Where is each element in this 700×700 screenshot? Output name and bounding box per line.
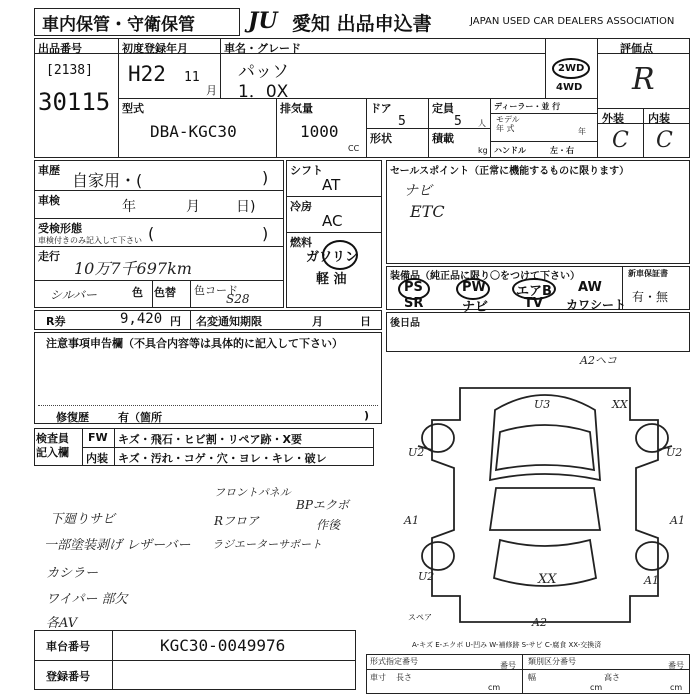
handwritten-right-5: 作後 [316,518,341,532]
handle-label: ハンドル [494,146,526,155]
length-unit: cm [488,683,501,692]
color-label: 色 [132,286,143,299]
mileage-value: 10万7千697km [74,259,192,278]
shape-number-label: 形式指定番号 [370,657,418,666]
year-unit: 年 [578,127,586,136]
recycle-unit: 円 [170,315,181,328]
capacity-value: 5 [454,114,462,129]
damage-mark-u2-right: U2 [666,446,683,459]
caution-label: 注意事項申告欄（不具合内容等は具体的に記入して下さい） [46,337,343,350]
fuel-circle [322,240,358,270]
inspector-label: 検査員 記入欄 [36,432,69,459]
fuel-diesel: 軽 油 [316,272,347,287]
handwritten-right-4: BPエクボ [296,498,349,512]
damage-mark-xx-rear: XX [538,572,557,587]
equip-circle-airbag [512,278,556,300]
car-name-label: 車名・グレード [224,42,301,55]
inspection-year: 年 [122,199,136,215]
color-change-label: 色替 [154,286,176,299]
equip-aw: AW [578,280,602,295]
class-number-label: 類別区分番号 [528,657,576,666]
width-label: 幅 [528,673,536,682]
fw-text: キズ・飛石・ヒビ割・リペア跡・X要 [118,433,303,446]
sales-point-2: ETC [410,202,445,221]
damage-legend: A-キズ E-エクボ U-凹み W-補修跡 S-サビ C-腐食 XX-交換済 [412,641,602,649]
model-value: DBA-KGC30 [150,122,237,141]
height-label: 高さ [604,673,620,682]
recycle-label: R券 [46,315,66,328]
model-label: 型式 [122,102,144,115]
score-label: 評価点 [620,42,653,55]
handwritten-right-2: Rフロア [214,514,260,528]
inspection-month: 月 [186,199,200,215]
inspection-label: 車検 [38,194,60,207]
recycle-value: 9,420 [120,311,163,327]
capacity-label: 定員 [432,102,454,115]
spare-label: スペア [408,613,432,622]
tax-month: 月 [312,315,323,328]
equip-ps: PS [404,280,423,295]
class-number-unit: 番号 [668,661,684,670]
damage-mark-a1-rear: A1 [644,574,659,587]
handwritten-line-4: ワイパー 部欠 [46,592,128,607]
registration-era: H22 [128,62,166,86]
door-label: ドア [370,102,392,115]
displacement-value: 1000 [300,122,339,141]
equip-circle-ps [398,278,430,300]
damage-mark-u3: U3 [534,398,551,411]
registration-month-unit: 月 [206,84,217,97]
storage-label: 車内保管・守衛保管 [42,15,195,35]
car-roof [490,488,600,530]
car-windshield [496,425,594,470]
shape-number-unit: 番号 [500,661,516,670]
shift-value: AT [322,176,341,194]
certificate-open: ( [148,224,155,243]
shift-label: シフト [290,164,323,177]
equip-tv: TV [524,296,543,311]
damage-mark-a2-rear: A2 [532,616,547,629]
wheel-rear-right [636,542,668,570]
wheel-rear-left [422,542,454,570]
history-close: ) [262,168,269,187]
repair-label: 修復歴 [56,411,89,424]
registration-label: 初度登録年月 [122,42,188,55]
damage-mark-a1-right: A1 [670,514,685,527]
rear-items-frame [386,312,690,352]
inspection-day: 日) [236,199,256,215]
damage-mark-u2-rear: U2 [418,570,435,583]
car-name: パッソ [238,62,289,82]
history-label: 車歴 [38,164,60,177]
ju-logo: JU [248,8,278,34]
color-code-label: 色コード [194,284,238,297]
tax-day: 日 [360,315,371,328]
certificate-label: 受検形態 [38,222,82,235]
interior-label: 内装 [648,112,670,125]
repair-value: 有（箇所 [118,411,162,424]
damage-mark-a2-front: A2ヘコ [580,354,617,367]
fuel-gasoline: ガソリン [306,250,359,265]
width-unit: cm [590,683,603,692]
fuel-label: 燃料 [290,236,312,249]
ac-value: AC [322,212,343,230]
displacement-label: 排気量 [280,102,313,115]
handwritten-right-1: フロントパネル [214,486,291,499]
exterior-score: C [612,128,629,153]
exterior-label: 外装 [602,112,624,125]
handwritten-line-2: 一部塗装剥げ レザーバー [44,538,191,553]
association-name: JAPAN USED CAR DEALERS ASSOCIATION [470,16,675,27]
color-value: シルバー [50,288,97,302]
equip-leather: カワシート [566,298,627,312]
capacity-unit: 人 [478,119,486,128]
registration-month: 11 [184,70,200,85]
equip-circle-pw [456,278,490,300]
certificate-sub: 車検付きのみ記入して下さい [38,236,142,245]
rear-items-label: 後日品 [390,318,420,329]
model-year-label: モデル 年 式 [496,115,520,133]
mileage-label: 走行 [38,250,60,263]
load-label: 積載 [432,132,454,145]
equipment-label: 装備品（純正品に限り〇をつけて下さい） [390,271,580,282]
equip-navi: ナビ [462,300,489,315]
equip-airbag: エアB [516,284,552,299]
handle-value: 左・右 [550,146,574,155]
damage-mark-xx-top: XX [612,398,628,411]
shape-label: 形状 [370,132,392,145]
height-unit: cm [670,683,683,692]
tax-label: 名変通知期限 [196,315,262,328]
damage-mark-u2-left: U2 [408,446,425,459]
handwritten-right-3: ラジエーターサポート [212,538,322,551]
score-value: R [632,62,655,97]
handwritten-line-5: 各AV [46,616,78,631]
car-grade: 1．0X [238,82,289,102]
sales-points-label: セールスポイント（正常に機能するものに限ります） [390,166,630,177]
length-label: 長さ [396,673,412,682]
sales-point-1: ナビ [404,183,432,199]
interior-score: C [656,128,673,153]
repair-close: ) [364,409,370,422]
color-code-value: S28 [226,292,250,306]
handwritten-line-1: 下廻りサビ [50,512,116,527]
dealer-label: ディーラー・並 行 [494,102,561,111]
interior-check-label: 内装 [86,452,108,465]
new-warranty-label: 新車保証書 [628,269,668,278]
chassis-label: 車台番号 [46,640,90,653]
history-value: 自家用・( [72,171,143,190]
certificate-close: ) [262,224,269,243]
door-value: 5 [398,114,406,129]
damage-mark-a1-left: A1 [404,514,419,527]
lot-bracket: [2138] [46,63,93,78]
handwritten-line-3: カシラー [46,566,99,581]
equip-sr: SR [404,296,424,311]
drive-2wd: 2WD [552,58,590,79]
lot-number: 30115 [38,88,111,116]
reg-number-label: 登録番号 [46,670,90,683]
drive-4wd: 4WD [556,82,583,93]
form-title: 愛知 出品申込書 [292,13,432,35]
equip-pw: PW [462,280,486,295]
dims-label: 車寸 [370,673,386,682]
load-unit: kg [478,146,488,155]
fw-label: FW [88,431,108,444]
new-warranty-value: 有・無 [632,290,669,304]
interior-check-text: キズ・汚れ・コゲ・穴・ヨレ・キレ・破レ [118,452,327,465]
chassis-value: KGC30-0049976 [160,636,286,655]
lot-number-label: 出品番号 [38,42,82,55]
displacement-unit: CC [348,144,360,153]
ac-label: 冷房 [290,200,312,213]
